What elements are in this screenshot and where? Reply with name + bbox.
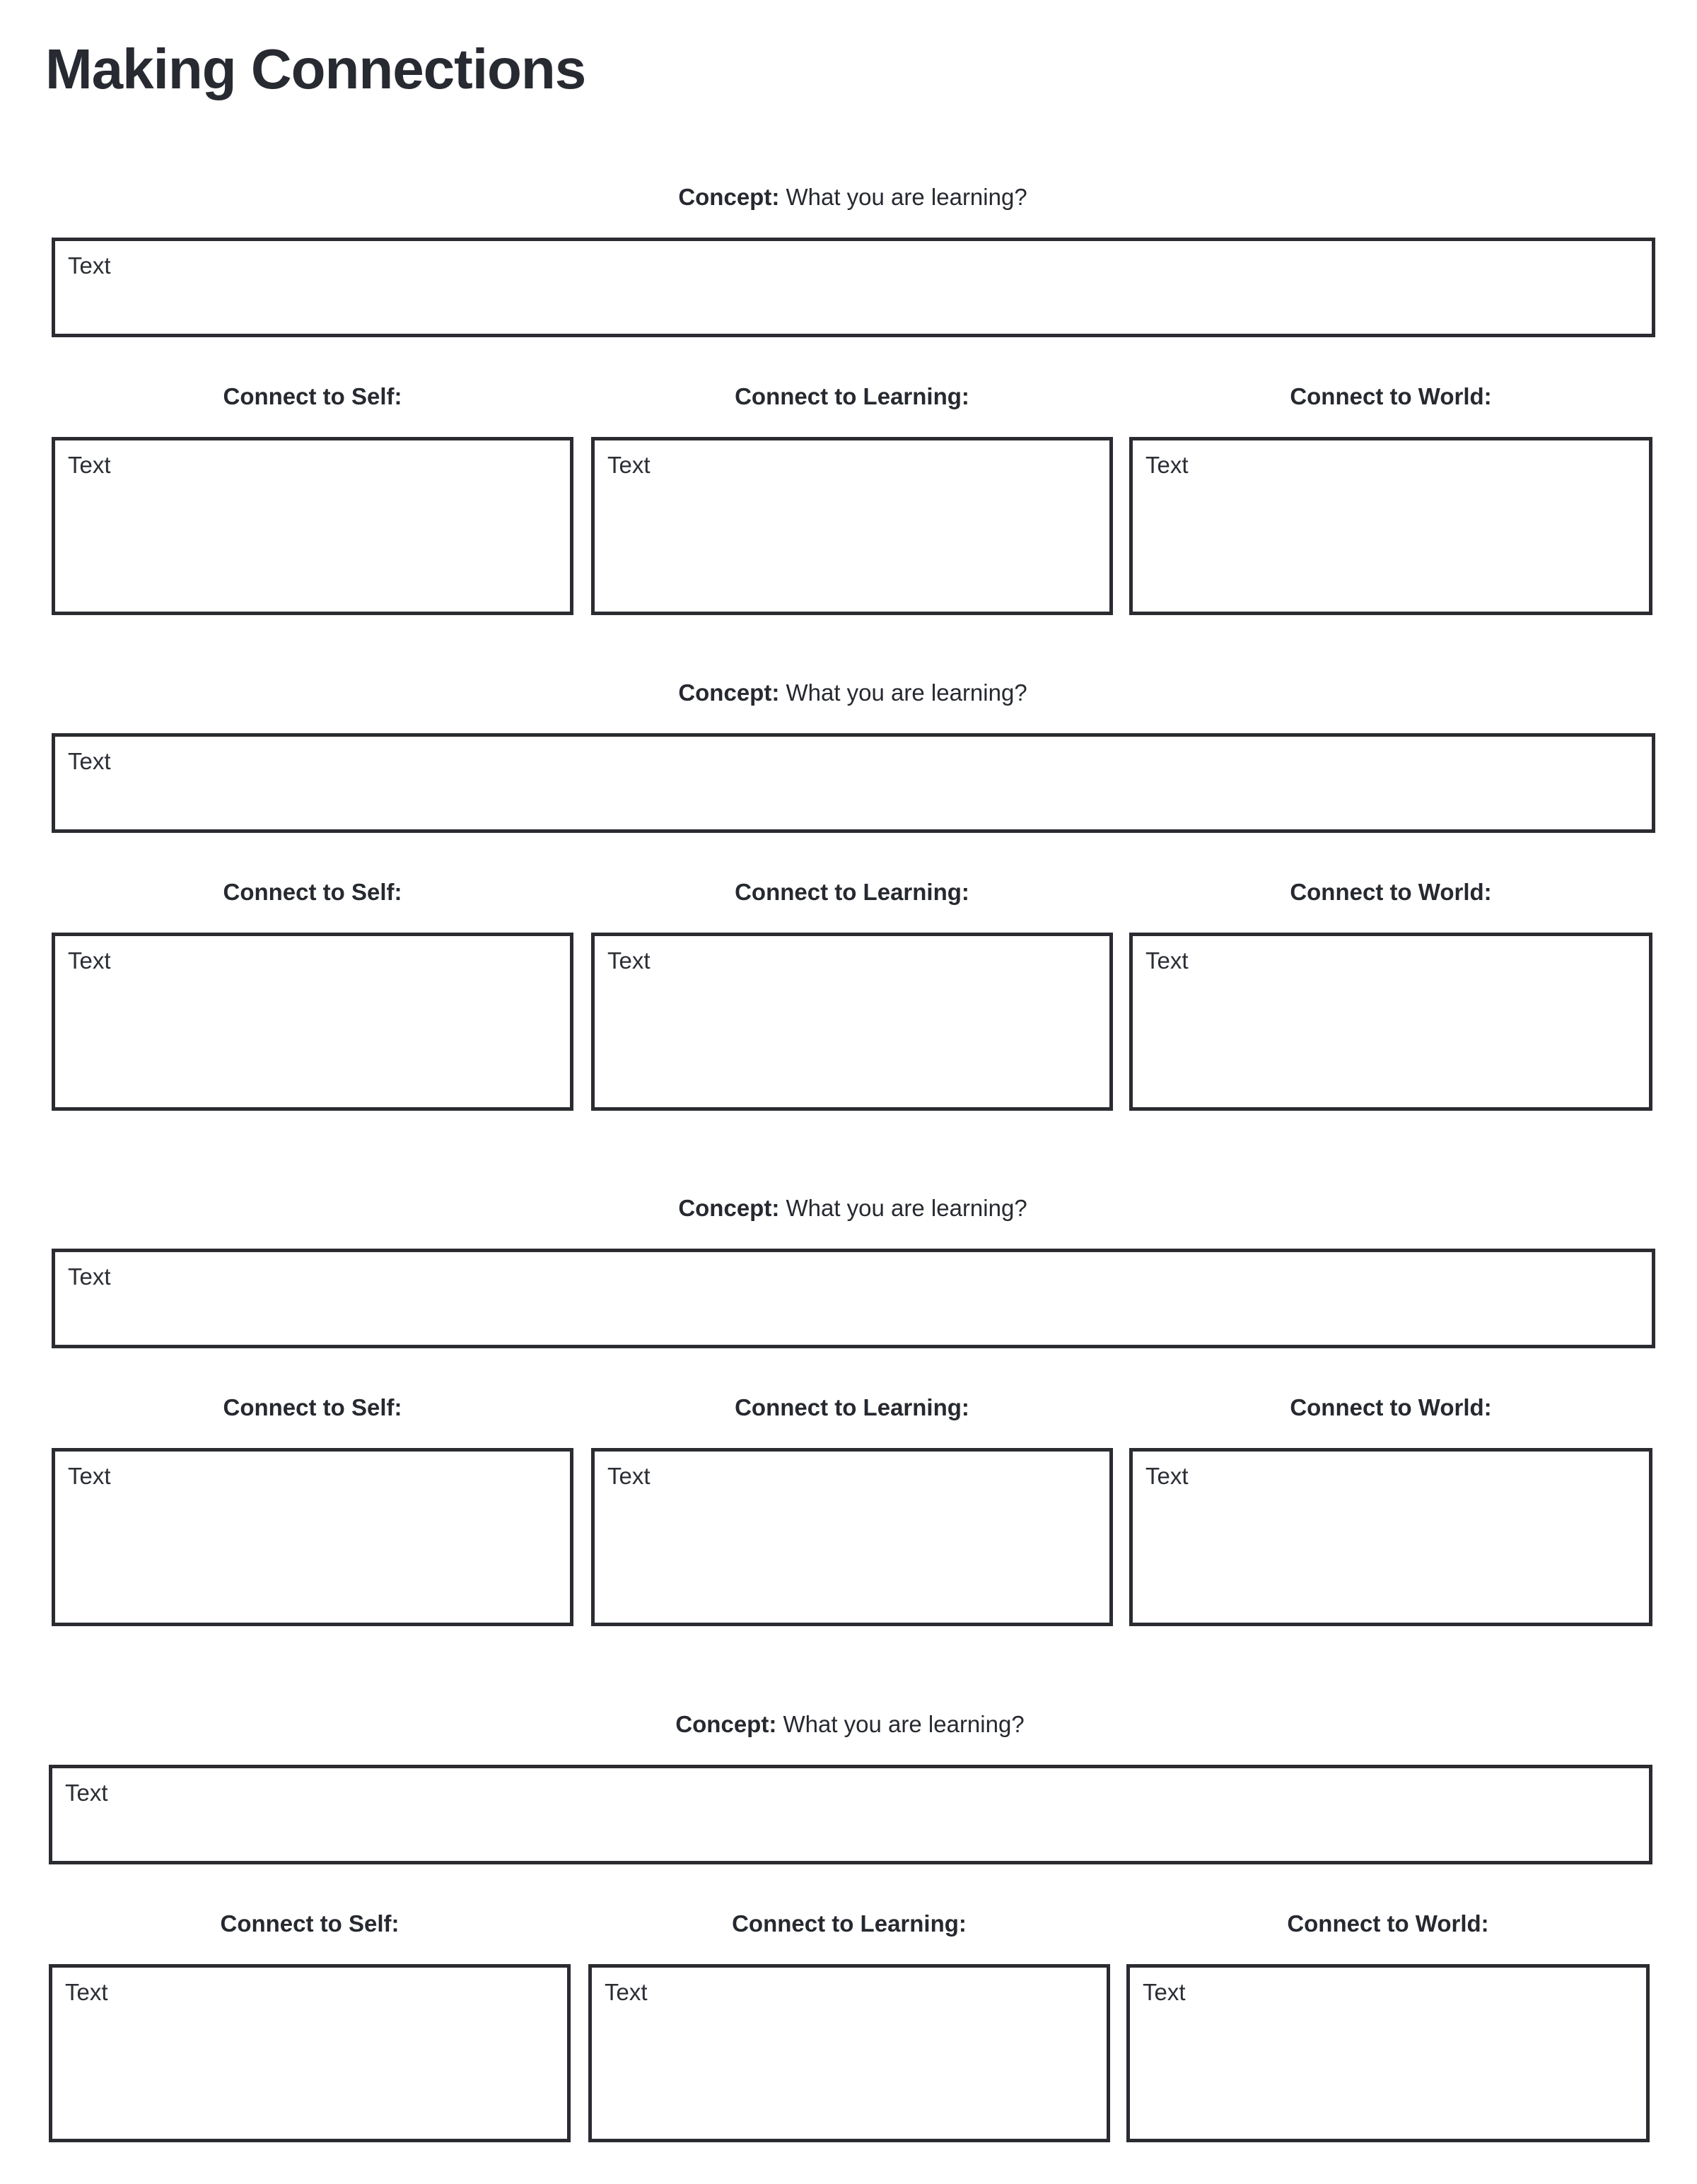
concept-label [0, 183, 1697, 211]
world-label: Connect to World: [1290, 383, 1492, 409]
learning-label: Connect to Learning: [735, 879, 969, 905]
connect-learning-text: Text [607, 947, 651, 974]
connect-self-label [52, 878, 573, 906]
connect-learning-label [591, 383, 1113, 411]
world-label: Connect to World: [1287, 1910, 1489, 1937]
connect-world-text: Text [1145, 947, 1189, 974]
connection-section [0, 184, 1697, 621]
connect-learning-box[interactable] [591, 933, 1113, 1111]
connect-world-box[interactable] [1129, 437, 1652, 615]
connection-section [0, 1711, 1694, 2149]
concept-label [0, 1710, 1697, 1739]
connect-self-box[interactable] [52, 933, 573, 1111]
concept-label [0, 1194, 1697, 1222]
connect-learning-box[interactable] [588, 1964, 1110, 2142]
learning-label: Connect to Learning: [732, 1910, 967, 1937]
self-label: Connect to Self: [223, 1394, 402, 1420]
connect-self-label [52, 383, 573, 411]
self-label: Connect to Self: [220, 1910, 400, 1937]
concept-label-text: What you are learning? [779, 184, 1027, 210]
connect-world-label [1129, 878, 1652, 906]
world-label: Connect to World: [1290, 879, 1492, 905]
concept-text-box[interactable] [52, 1249, 1655, 1348]
concept-text: Text [65, 1780, 108, 1806]
concept-label-text: What you are learning? [779, 1195, 1027, 1221]
connection-section [0, 679, 1697, 1117]
connect-self-box[interactable] [49, 1964, 571, 2142]
concept-text: Text [68, 748, 111, 774]
concept-label-bold: Concept: [678, 1195, 780, 1221]
connect-self-text: Text [68, 947, 111, 974]
connect-world-label [1129, 1394, 1652, 1422]
self-label: Connect to Self: [223, 879, 402, 905]
concept-text-box[interactable] [49, 1765, 1652, 1864]
concept-text-box[interactable] [52, 238, 1655, 337]
connect-world-box[interactable] [1126, 1964, 1650, 2142]
connect-self-box[interactable] [52, 437, 573, 615]
connect-learning-text: Text [607, 452, 651, 478]
connect-self-label [49, 1910, 571, 1938]
world-label: Connect to World: [1290, 1394, 1492, 1420]
connect-self-label [52, 1394, 573, 1422]
concept-label [0, 679, 1697, 707]
connect-world-label [1129, 383, 1652, 411]
connect-learning-box[interactable] [591, 1448, 1113, 1626]
concept-text-box[interactable] [52, 733, 1655, 833]
concept-label-bold: Concept: [678, 679, 780, 706]
connect-learning-box[interactable] [591, 437, 1113, 615]
connect-world-label [1126, 1910, 1650, 1938]
connect-world-text: Text [1145, 1463, 1189, 1489]
learning-label: Connect to Learning: [735, 383, 969, 409]
concept-text: Text [68, 1263, 111, 1290]
connect-learning-label [591, 878, 1113, 906]
connect-world-text: Text [1145, 452, 1189, 478]
connect-self-text: Text [65, 1979, 108, 2005]
concept-label-text: What you are learning? [776, 1711, 1025, 1737]
connect-world-text: Text [1143, 1979, 1186, 2005]
learning-label: Connect to Learning: [735, 1394, 969, 1420]
connect-learning-label [588, 1910, 1110, 1938]
concept-label-text: What you are learning? [779, 679, 1027, 706]
concept-text: Text [68, 252, 111, 279]
connect-world-box[interactable] [1129, 933, 1652, 1111]
self-label: Connect to Self: [223, 383, 402, 409]
connect-world-box[interactable] [1129, 1448, 1652, 1626]
connect-self-box[interactable] [52, 1448, 573, 1626]
connection-section [0, 1195, 1697, 1633]
concept-label-bold: Concept: [678, 184, 780, 210]
connect-learning-text: Text [605, 1979, 648, 2005]
connect-self-text: Text [68, 1463, 111, 1489]
connect-self-text: Text [68, 452, 111, 478]
concept-label-bold: Concept: [675, 1711, 777, 1737]
connect-learning-label [591, 1394, 1113, 1422]
page-title: Making Connections [45, 37, 586, 100]
connect-learning-text: Text [607, 1463, 651, 1489]
